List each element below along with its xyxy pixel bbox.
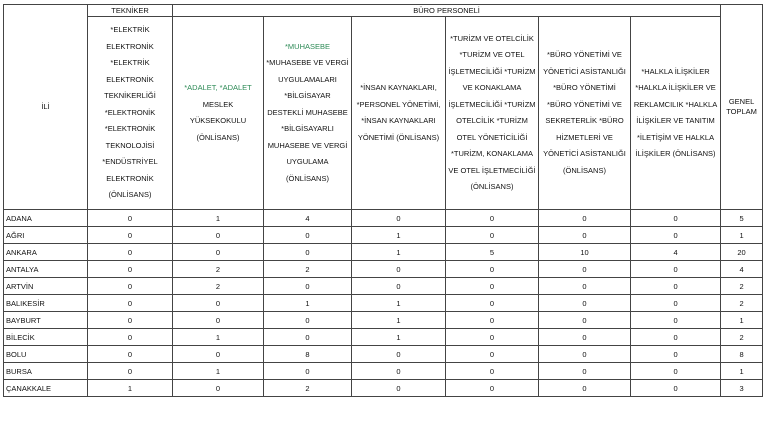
header-line: İŞLETMECİLİĞİ *TURİZM [448, 66, 536, 76]
cell-total: 2 [721, 295, 763, 312]
cell-value: 0 [446, 329, 539, 346]
cell-value: 0 [88, 329, 173, 346]
header-line: TEKNOLOJİSİ [105, 140, 155, 150]
header-line: (ÖNLİSANS) [108, 190, 152, 200]
cell-value: 0 [352, 261, 446, 278]
header-line: YÖNETİMİ (ÖNLİSANS) [357, 132, 440, 142]
cell-value: 1 [88, 380, 173, 397]
header-line: ELEKTRONİK [106, 173, 154, 183]
header-col-adalet [173, 17, 264, 210]
cell-value: 2 [264, 261, 352, 278]
cell-il: BOLU [4, 346, 88, 363]
cell-value: 0 [446, 295, 539, 312]
table-row [4, 346, 763, 363]
cell-value: 0 [88, 261, 173, 278]
cell-il: BURSA [4, 363, 88, 380]
cell-il: ÇANAKKALE [4, 380, 88, 397]
cell-value: 0 [539, 312, 631, 329]
header-line: İLİŞKİLER VE TANITIM [636, 116, 715, 125]
cell-value: 0 [446, 261, 539, 278]
header-line: UYGULAMALARI [278, 74, 337, 84]
cell-value: 0 [173, 380, 264, 397]
header-line: *BÜRO YÖNETİMİ [553, 83, 616, 92]
table-row [4, 227, 763, 244]
header-line: *ADALET, *ADALET [184, 83, 252, 92]
cell-value: 0 [631, 363, 721, 380]
cell-value: 0 [631, 380, 721, 397]
cell-value: 0 [88, 227, 173, 244]
cell-value: 1 [173, 210, 264, 227]
cell-value: 0 [173, 227, 264, 244]
cell-value: 0 [446, 210, 539, 227]
cell-value: 0 [631, 329, 721, 346]
cell-il: BALIKESİR [4, 295, 88, 312]
header-line: *HALKLA İLİŞKİLER [641, 66, 710, 76]
header-col-muhasebe [264, 17, 352, 210]
header-line: (ÖNLİSANS) [286, 173, 329, 183]
cell-value: 0 [539, 363, 631, 380]
cell-value: 0 [446, 278, 539, 295]
header-il: İLİ [4, 5, 88, 210]
header-line: *TURİZM VE OTEL [459, 50, 525, 59]
cell-value: 0 [173, 346, 264, 363]
header-line: *BÜRO YÖNETİMİ VE [547, 50, 622, 59]
cell-value: 0 [446, 380, 539, 397]
header-line: *TURİZM VE OTELCİLİK [450, 33, 534, 43]
cell-value: 1 [352, 227, 446, 244]
cell-value: 0 [352, 363, 446, 380]
cell-value: 0 [88, 295, 173, 312]
header-line: *TURİZM, KONAKLAMA [450, 149, 534, 158]
cell-total: 3 [721, 380, 763, 397]
header-line: MESLEK [202, 99, 234, 109]
cell-value: 4 [631, 244, 721, 261]
cell-value: 0 [631, 210, 721, 227]
header-line: DESTEKLİ MUHASEBE [267, 107, 348, 117]
header-line: VE OTEL İŞLETMECİLİĞİ [448, 165, 536, 175]
cell-value: 0 [539, 380, 631, 397]
header-line: İŞLETMECİLİĞİ *TURİZM [448, 99, 536, 109]
header-line: *ELEKTRONİK [104, 124, 156, 134]
header-buro-personeli: BÜRO PERSONELİ [173, 5, 721, 17]
header-col-halkla-iliskiler [631, 17, 721, 210]
header-line: OTELCİLİK *TURİZM [456, 116, 528, 125]
cell-value: 0 [352, 380, 446, 397]
cell-value: 0 [173, 244, 264, 261]
cell-value: 0 [539, 329, 631, 346]
cell-total: 1 [721, 227, 763, 244]
cell-value: 0 [446, 363, 539, 380]
header-line: (ÖNLİSANS) [563, 165, 606, 175]
table-row [4, 329, 763, 346]
header-line: *MUHASEBE VE VERGİ [266, 58, 349, 68]
cell-value: 1 [352, 295, 446, 312]
header-line: TEKNİKERLİĞİ [104, 91, 156, 101]
cell-value: 0 [264, 244, 352, 261]
header-line: *BÜRO YÖNETİMİ VE [547, 99, 622, 109]
header-col-tekniker [88, 17, 173, 210]
cell-il: ARTVİN [4, 278, 88, 295]
cell-value: 8 [264, 346, 352, 363]
header-line: HİZMETLERİ VE [556, 132, 613, 142]
cell-il: ADANA [4, 210, 88, 227]
header-line: VE KONAKLAMA [462, 83, 522, 92]
cell-value: 4 [264, 210, 352, 227]
cell-total: 2 [721, 278, 763, 295]
cell-value: 0 [264, 363, 352, 380]
cell-value: 0 [539, 210, 631, 227]
cell-value: 0 [264, 278, 352, 295]
cell-value: 0 [88, 346, 173, 363]
cell-total: 2 [721, 329, 763, 346]
header-line: *BİLGİSAYAR [284, 91, 331, 101]
cell-value: 2 [173, 278, 264, 295]
cell-total: 4 [721, 261, 763, 278]
header-line: *ELEKTRİK [110, 58, 150, 68]
cell-value: 0 [264, 312, 352, 329]
cell-value: 0 [539, 278, 631, 295]
header-line: *ELEKTRİK [110, 25, 150, 35]
cell-value: 1 [173, 329, 264, 346]
cell-value: 0 [631, 346, 721, 363]
table-row [4, 312, 763, 329]
header-line: (ÖNLİSANS) [470, 182, 514, 191]
header-line: ELEKTRONİK [106, 41, 154, 51]
header-line: SEKRETERLİK *BÜRO [545, 116, 624, 125]
cell-value: 0 [352, 346, 446, 363]
cell-il: BAYBURT [4, 312, 88, 329]
cell-value: 5 [446, 244, 539, 261]
cell-value: 0 [539, 295, 631, 312]
header-line: *İLETİŞİM VE HALKLA [636, 132, 715, 142]
header-line: İLİŞKİLER (ÖNLİSANS) [635, 149, 716, 158]
cell-total: 1 [721, 312, 763, 329]
placement-table [3, 4, 763, 397]
cell-value: 0 [88, 278, 173, 295]
header-line: REKLAMCILIK *HALKLA [633, 99, 718, 109]
cell-value: 2 [173, 261, 264, 278]
cell-value: 0 [446, 346, 539, 363]
table-row [4, 244, 763, 261]
cell-il: AĞRI [4, 227, 88, 244]
cell-value: 0 [631, 312, 721, 329]
header-col-buro-yonetimi [539, 17, 631, 210]
table-row [4, 278, 763, 295]
cell-value: 0 [88, 244, 173, 261]
cell-value: 0 [88, 210, 173, 227]
header-genel-toplam: GENEL TOPLAM [721, 5, 763, 210]
cell-value: 0 [539, 346, 631, 363]
table-row [4, 210, 763, 227]
cell-value: 0 [539, 261, 631, 278]
cell-total: 5 [721, 210, 763, 227]
cell-value: 0 [173, 295, 264, 312]
cell-value: 1 [352, 329, 446, 346]
cell-value: 1 [352, 244, 446, 261]
table-row [4, 295, 763, 312]
header-line: *İNSAN KAYNAKLARI [361, 116, 436, 125]
header-col-turizm [446, 17, 539, 210]
cell-total: 20 [721, 244, 763, 261]
header-line: YÜKSEKOKULU [189, 116, 247, 125]
header-line: MUHASEBE VE VERGİ [267, 140, 348, 150]
cell-value: 1 [352, 312, 446, 329]
table-row [4, 261, 763, 278]
cell-value: 0 [631, 227, 721, 244]
cell-value: 0 [264, 227, 352, 244]
header-line: *ENDÜSTRİYEL [102, 157, 158, 167]
cell-il: ANKARA [4, 244, 88, 261]
cell-value: 0 [88, 363, 173, 380]
header-line: *MUHASEBE [284, 41, 330, 51]
cell-value: 0 [631, 295, 721, 312]
cell-total: 1 [721, 363, 763, 380]
header-line: YÖNETİCİ ASİSTANLIĞI [543, 149, 626, 158]
cell-value: 1 [173, 363, 264, 380]
header-line: OTEL YÖNETİCİLİĞİ [456, 132, 528, 142]
header-line: (ÖNLİSANS) [196, 132, 240, 142]
cell-value: 0 [631, 278, 721, 295]
header-line: *PERSONEL YÖNETİMİ, [356, 99, 441, 109]
header-line: *BİLGİSAYARLI [281, 124, 334, 134]
cell-value: 10 [539, 244, 631, 261]
cell-il: ANTALYA [4, 261, 88, 278]
table-row [4, 380, 763, 397]
cell-value: 1 [264, 295, 352, 312]
header-line: UYGULAMA [286, 157, 329, 167]
cell-value: 0 [446, 227, 539, 244]
cell-value: 0 [446, 312, 539, 329]
header-col-insan-kaynaklari [352, 17, 446, 210]
cell-value: 0 [539, 227, 631, 244]
cell-value: 2 [264, 380, 352, 397]
cell-value: 0 [631, 261, 721, 278]
header-line: *HALKLA İLİŞKİLER VE [635, 83, 716, 92]
header-line: *ELEKTRONİK [104, 107, 156, 117]
cell-total: 8 [721, 346, 763, 363]
header-line: ELEKTRONİK [106, 74, 154, 84]
header-tekniker: TEKNİKER [88, 5, 173, 17]
header-line: YÖNETİCİ ASİSTANLIĞI [543, 66, 626, 76]
header-line: *İNSAN KAYNAKLARI, [360, 83, 437, 92]
cell-value: 0 [173, 312, 264, 329]
table-row [4, 363, 763, 380]
cell-value: 0 [88, 312, 173, 329]
cell-value: 0 [352, 210, 446, 227]
cell-il: BİLECİK [4, 329, 88, 346]
cell-value: 0 [264, 329, 352, 346]
cell-value: 0 [352, 278, 446, 295]
